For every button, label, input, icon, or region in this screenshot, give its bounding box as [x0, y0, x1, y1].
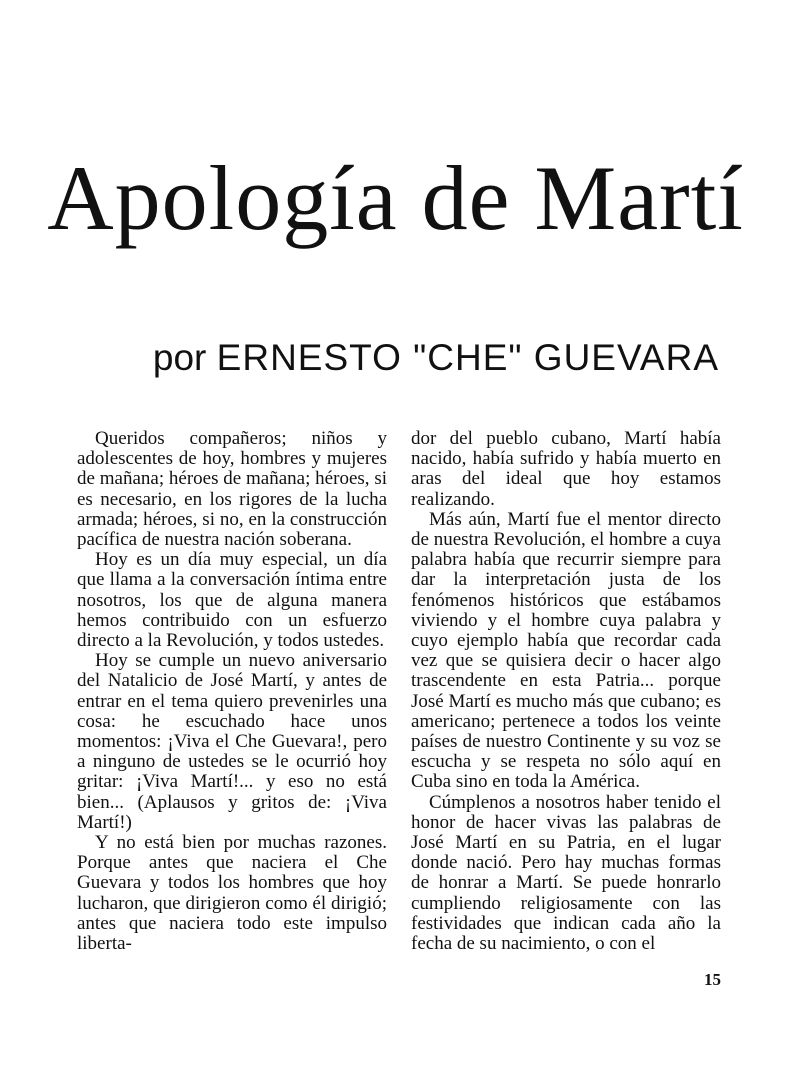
paragraph-continued: dor del pueblo cubano, Martí había nacido, había sufrido y había muerto en aras del ideal que hoy estamos realizando.: [411, 428, 721, 510]
paragraph: Más aún, Martí fue el mentor directo de nuestra Revolución, el hombre a cuya palabra había que recurrir siempre para dar la interpretación justa de los fenómenos históricos que estábamos viviendo y el hombre cuya palabra y cuyo ejemplo había que recordar cada vez que se quisiera decir o hacer algo trascendente en esta Patria... porque José Martí es mucho más que cubano; es americano; pertenece a todos los veinte países de nuestro Continente y su voz se escucha y se respeta no sólo aquí en Cuba sino en toda la América.: [411, 508, 721, 793]
paragraph: Y no está bien por muchas razones. Porque antes que naciera el Che Guevara y todos los hombres que hoy lucharon, que dirigieron como él dirigió; antes que naciera todo este impulso liberta-: [77, 832, 387, 955]
paragraph: Hoy es un día muy especial, un día que llama a la conversación íntima entre nosotros, los que de alguna manera hemos contribuido con un esfuerzo directo a la Revolución, y todos ustedes.: [77, 549, 387, 652]
author-name: ERNESTO "CHE" GUEVARA: [216, 337, 719, 378]
text-column-right: [411, 429, 721, 954]
byline: [153, 334, 719, 382]
page-number: 15: [704, 970, 721, 989]
paragraph: Queridos compañeros; niños y adolescentes de hoy, hombres y mujeres de mañana; héroes de mañana; héroes, si es necesario, en los rigores de la lucha armada; héroes, si no, en la construcción pacífica de nuestra nación soberana.: [77, 428, 387, 551]
paragraph: Cúmplenos a nosotros haber tenido el honor de hacer vivas las palabras de José Martí en su Patria, en el lugar donde nació. Pero hay muchas formas de honrar a Martí. Se puede honrarlo cumpliendo religiosamente con las festividades que indican cada año la fecha de su nacimiento, o con el: [411, 791, 721, 955]
text-column-left: [77, 429, 387, 954]
paragraph: Hoy se cumple un nuevo aniversario del Natalicio de José Martí, y antes de entrar en el tema quiero prevenirles una cosa: he escuchado hace unos momentos: ¡Viva el Che Guevara!, pero a ninguno de ustedes se le ocurrió hoy gritar: ¡Viva Martí!... y eso no está bien... (Aplausos y gritos de: ¡Viva Martí!): [77, 650, 387, 833]
byline-prefix: por: [152, 337, 207, 378]
article-title: Apología de Martí: [47, 147, 744, 249]
